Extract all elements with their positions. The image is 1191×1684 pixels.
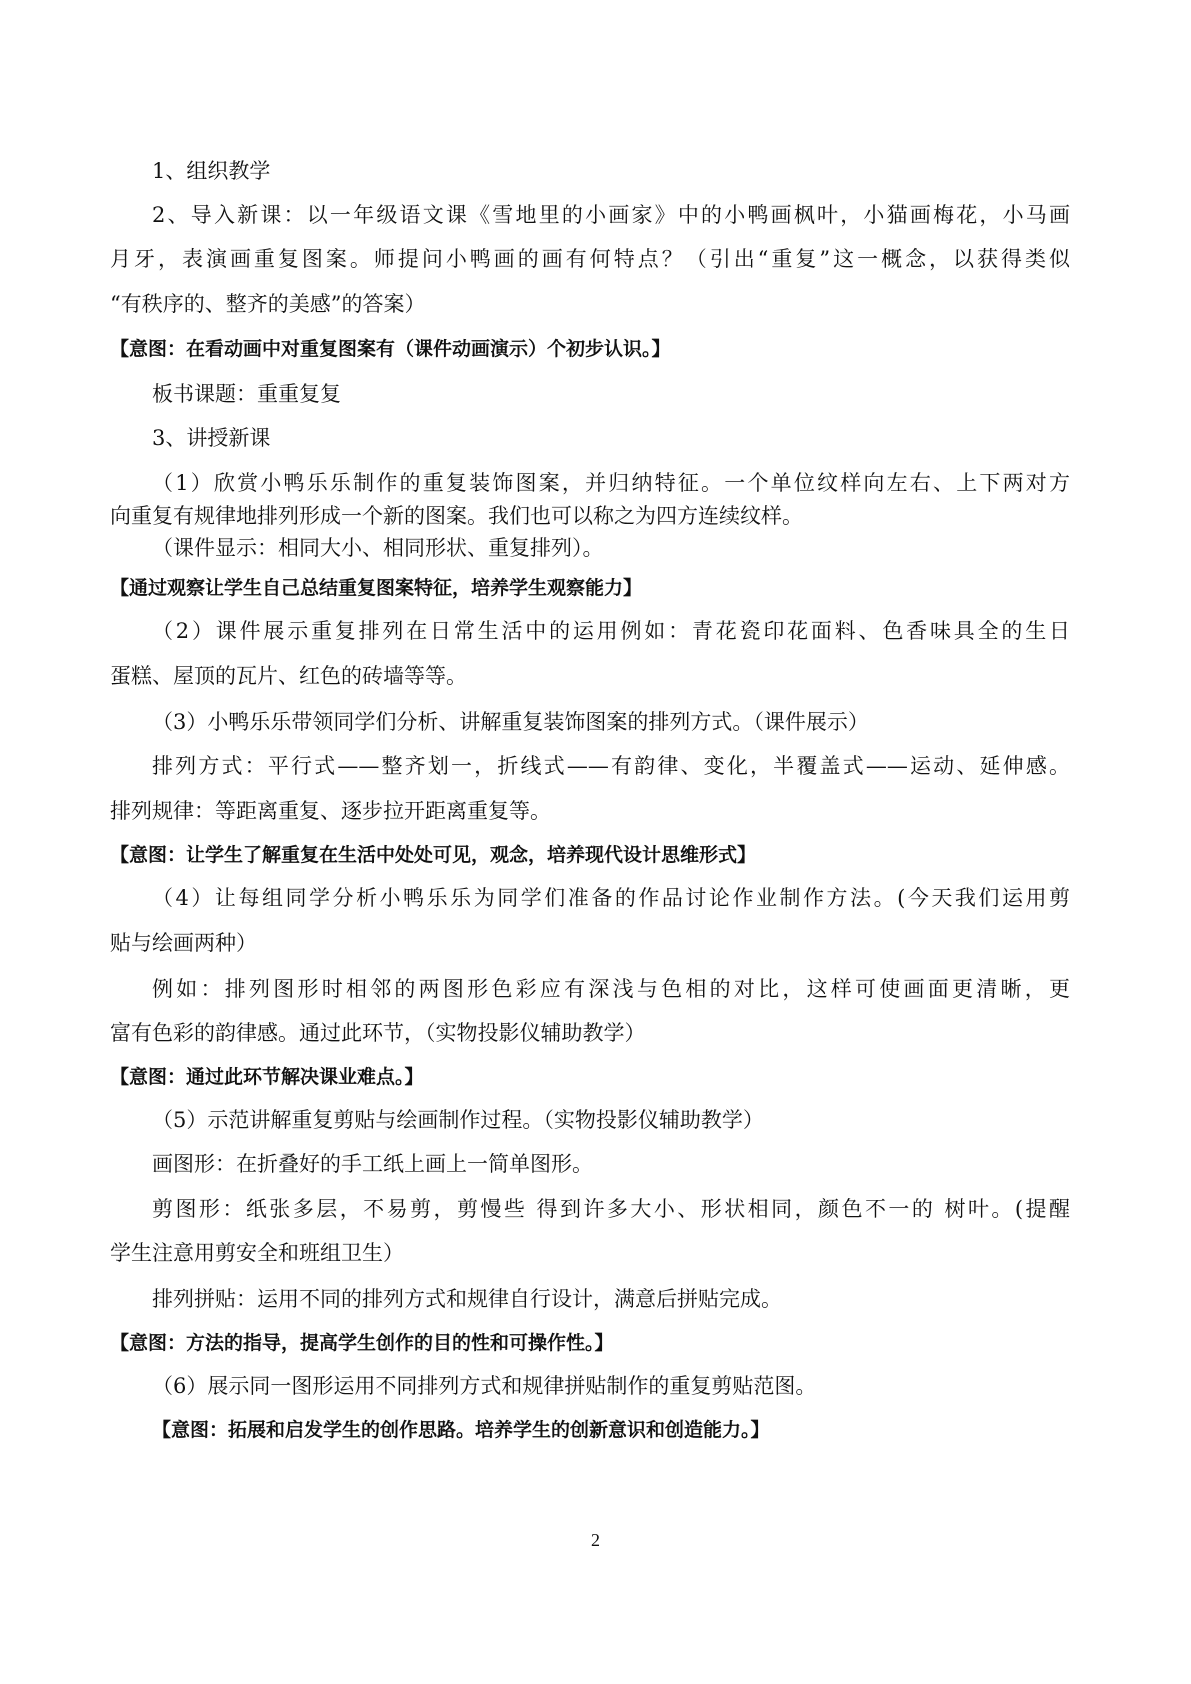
intent-note-5: 【意图：方法的指导，提高学生创作的目的性和可操作性。】 xyxy=(110,1332,614,1354)
step-2-intro-line-3: “有秩序的、整齐的美感”的答案） xyxy=(110,292,426,316)
part-6-line-1: （6）展示同一图形运用不同排列方式和规律拼贴制作的重复剪贴范图。 xyxy=(152,1374,817,1398)
page-number: 2 xyxy=(591,1530,600,1550)
step-2-intro-line-2: 月牙，表演画重复图案。师提问小鸭画的画有何特点？（引出“重复”这一概念，以获得类似 xyxy=(110,247,1070,271)
intent-note-1: 【意图：在看动画中对重复图案有（课件动画演示）个初步认识。】 xyxy=(110,338,671,360)
part-2-line-1: （2）课件展示重复排列在日常生活中的运用例如：青花瓷印花面料、色香味具全的生日 xyxy=(152,619,1070,643)
part-1-line-3: （课件显示：相同大小、相同形状、重复排列）。 xyxy=(152,536,604,560)
step-1-organize-teaching: 1、组织教学 xyxy=(152,159,271,183)
cut-shape-step-line-1: 剪图形：纸张多层，不易剪，剪慢些 得到许多大小、形状相同，颜色不一的 树叶。(提醒 xyxy=(152,1197,1070,1221)
part-2-line-2: 蛋糕、屋顶的瓦片、红色的砖墙等等。 xyxy=(110,664,467,688)
part-5-line-1: （5）示范讲解重复剪贴与绘画制作过程。（实物投影仪辅助教学） xyxy=(152,1108,764,1132)
intent-note-3: 【意图：让学生了解重复在生活中处处可见，观念，培养现代设计思维形式】 xyxy=(110,844,757,866)
example-line-2: 富有色彩的韵律感。通过此环节，（实物投影仪辅助教学） xyxy=(110,1021,646,1045)
arrangement-rules: 排列规律：等距离重复、逐步拉开距离重复等。 xyxy=(110,799,551,823)
part-3-line-1: （3）小鸭乐乐带领同学们分析、讲解重复装饰图案的排列方式。（课件展示） xyxy=(152,710,869,734)
step-3-new-lesson: 3、讲授新课 xyxy=(152,426,271,450)
arrange-paste-step: 排列拼贴：运用不同的排列方式和规律自行设计，满意后拼贴完成。 xyxy=(152,1287,782,1311)
intent-note-6: 【意图：拓展和启发学生的创作思路。培养学生的创新意识和创造能力。】 xyxy=(152,1419,770,1441)
part-1-line-2: 向重复有规律地排列形成一个新的图案。我们也可以称之为四方连续纹样。 xyxy=(110,504,803,528)
intent-note-2: 【通过观察让学生自己总结重复图案特征，培养学生观察能力】 xyxy=(110,577,643,599)
draw-shape-step: 画图形：在折叠好的手工纸上画上一简单图形。 xyxy=(152,1152,593,1176)
part-4-line-2: 贴与绘画两种） xyxy=(110,931,257,955)
arrangement-methods: 排列方式：平行式——整齐划一，折线式——有韵律、变化，半覆盖式——运动、延伸感。 xyxy=(152,754,1070,778)
part-4-line-1: （4）让每组同学分析小鸭乐乐为同学们准备的作品讨论作业制作方法。(今天我们运用剪 xyxy=(152,886,1070,910)
step-2-intro-line-1: 2、导入新课：以一年级语文课《雪地里的小画家》中的小鸭画枫叶，小猫画梅花，小马画 xyxy=(152,203,1070,227)
board-title: 板书课题：重重复复 xyxy=(152,382,341,406)
cut-shape-step-line-2: 学生注意用剪安全和班组卫生） xyxy=(110,1241,404,1265)
example-line-1: 例如：排列图形时相邻的两图形色彩应有深浅与色相的对比，这样可使画面更清晰，更 xyxy=(152,977,1070,1001)
part-1-line-1: （1）欣赏小鸭乐乐制作的重复装饰图案，并归纳特征。一个单位纹样向左右、上下两对方 xyxy=(152,471,1070,495)
intent-note-4: 【意图：通过此环节解决课业难点。】 xyxy=(110,1066,424,1088)
